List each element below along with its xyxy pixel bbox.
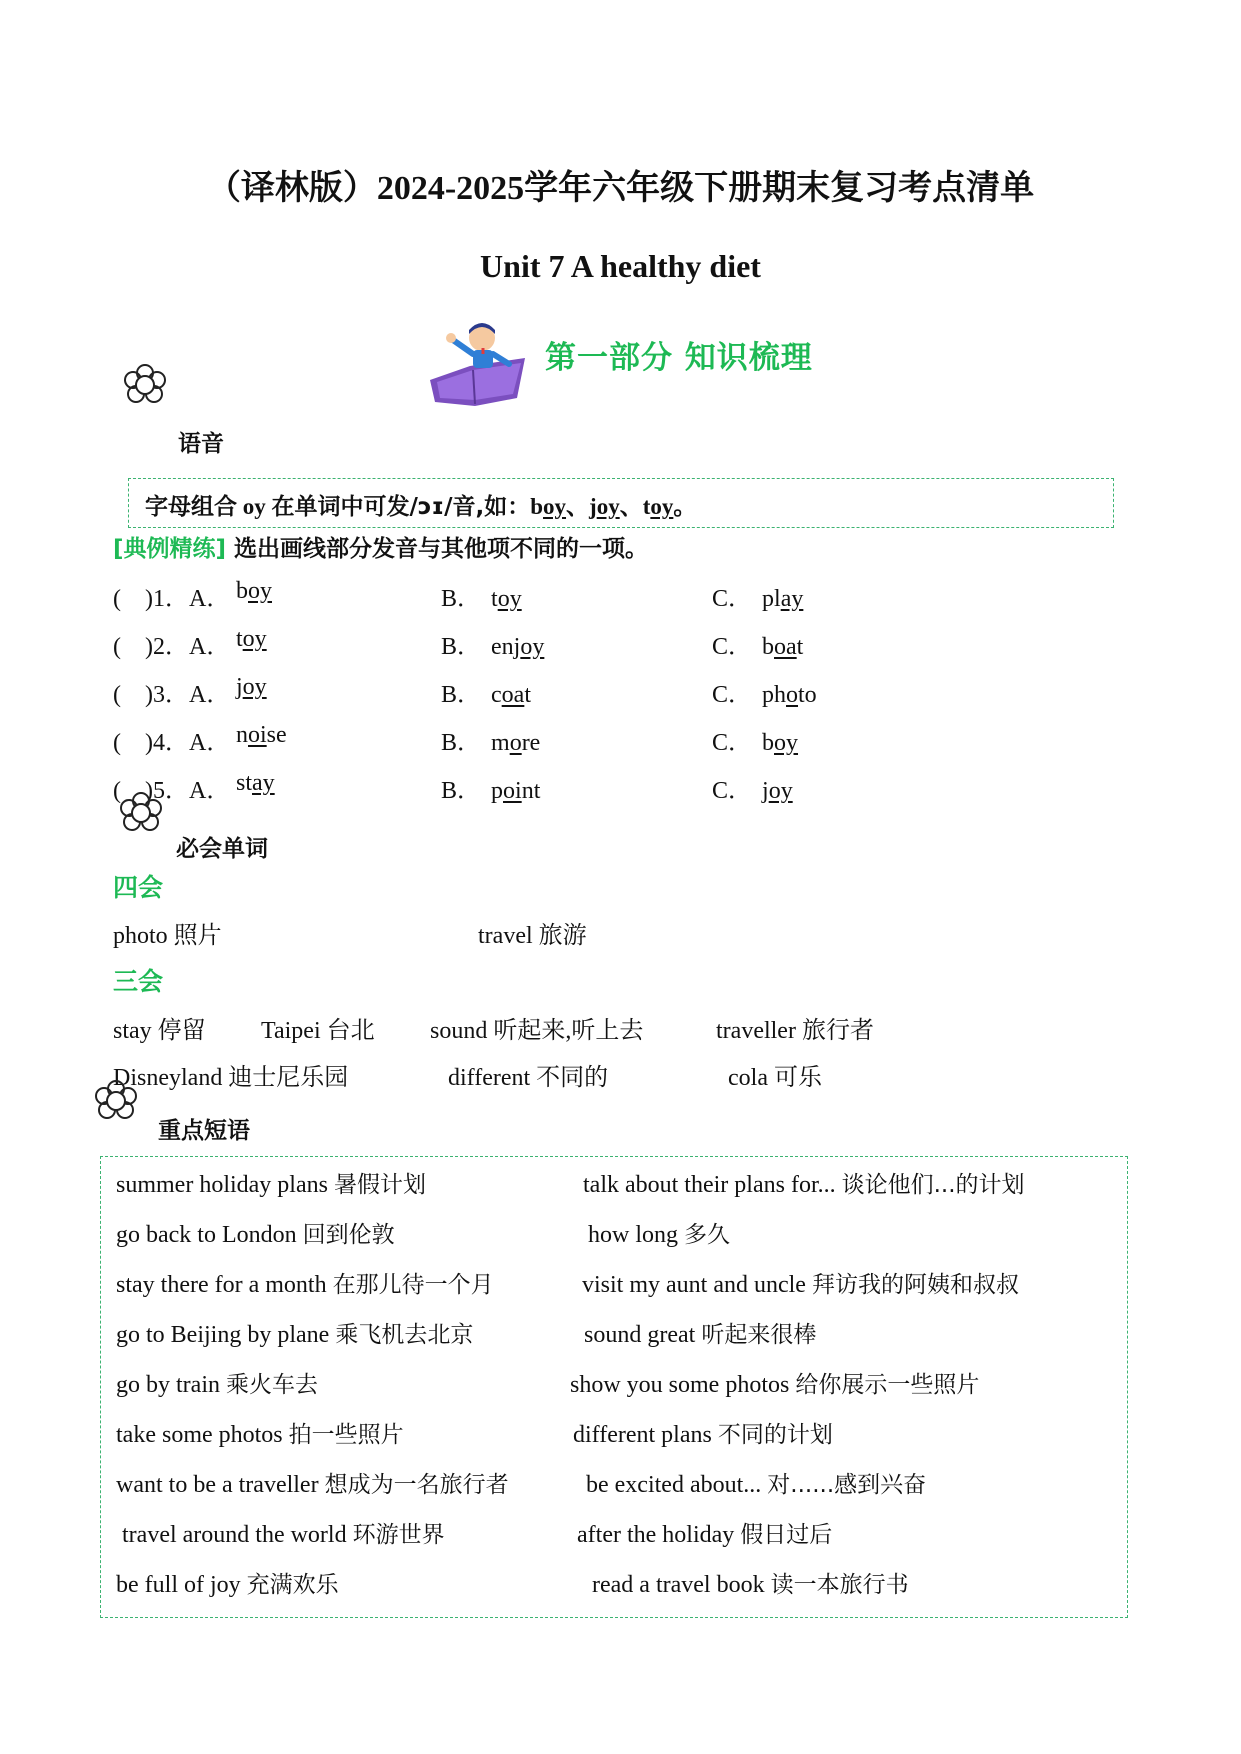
question-number: ( )5．A． <box>113 778 231 804</box>
four-skill-label: 四会 <box>113 873 164 902</box>
phrase-item: go back to London 回到伦敦 <box>116 1222 395 1248</box>
exercise-instruction: 选出画线部分发音与其他项不同的一项。 <box>234 536 649 562</box>
option-c: C． photo <box>712 682 817 708</box>
part-heading: 第一部分 知识梳理 <box>545 340 813 376</box>
option-c: C． play <box>712 586 804 612</box>
phrase-item: sound great 听起来很棒 <box>584 1322 817 1348</box>
question-number: ( )1．A． <box>113 586 231 612</box>
phrase-item: go by train 乘火车去 <box>116 1372 318 1398</box>
phrase-item: be full of joy 充满欢乐 <box>116 1572 339 1598</box>
vocab-word: different 不同的 <box>448 1065 609 1091</box>
phrase-item: summer holiday plans 暑假计划 <box>116 1172 426 1198</box>
vocab-word: traveller 旅行者 <box>716 1018 874 1044</box>
option-b: B． point <box>441 778 541 804</box>
option-b: B． coat <box>441 682 531 708</box>
exercise-heading <box>113 530 648 563</box>
phrase-item: show you some photos 给你展示一些照片 <box>570 1372 980 1398</box>
vocab-word: Taipei 台北 <box>261 1018 375 1044</box>
option-a: noise <box>236 722 287 748</box>
option-b: B． more <box>441 730 541 756</box>
option-a: joy <box>236 674 267 700</box>
option-a: toy <box>236 626 267 652</box>
option-a: boy <box>236 578 272 604</box>
flower-icon <box>92 1078 140 1126</box>
phrase-item: want to be a traveller 想成为一名旅行者 <box>116 1472 509 1498</box>
vocab-word: travel 旅游 <box>478 923 587 949</box>
flower-icon <box>121 362 169 410</box>
option-c: C． joy <box>712 778 793 804</box>
section-words-label: 必会单词 <box>176 836 268 862</box>
option-c: C． boy <box>712 730 799 756</box>
vocab-word: stay 停留 <box>113 1018 206 1044</box>
option-c: C． boat <box>712 634 804 660</box>
section-phonics-label: 语音 <box>178 431 224 457</box>
flower-icon <box>117 790 165 838</box>
three-skill-label: 三会 <box>113 967 164 996</box>
phrase-item: take some photos 拍一些照片 <box>116 1422 404 1448</box>
vocab-word: sound 听起来,听上去 <box>430 1018 644 1044</box>
phrase-item: stay there for a month 在那儿待一个月 <box>116 1272 494 1298</box>
phrase-item: go to Beijing by plane 乘飞机去北京 <box>116 1322 474 1348</box>
section-phrases-label: 重点短语 <box>158 1118 250 1144</box>
phrase-item: talk about their plans for... 谈论他们...的计划 <box>583 1172 1025 1198</box>
boy-on-book-icon <box>425 318 530 410</box>
question-number: ( )4．A． <box>113 730 231 756</box>
exercise-tag: [典例精练] <box>113 536 227 562</box>
phrase-item: how long 多久 <box>588 1222 730 1248</box>
phonics-rule: 字母组合 oy 在单词中可发/ɔɪ/音,如：boy、joy、toy。 <box>145 494 697 520</box>
unit-title: Unit 7 A healthy diet <box>480 248 761 284</box>
vocab-word: cola 可乐 <box>728 1065 822 1091</box>
option-a: stay <box>236 770 275 796</box>
phrase-item: travel around the world 环游世界 <box>122 1522 445 1548</box>
vocab-word: photo 照片 <box>113 923 222 949</box>
phrase-item: different plans 不同的计划 <box>573 1422 833 1448</box>
phrase-item: after the holiday 假日过后 <box>577 1522 833 1548</box>
option-b: B． toy <box>441 586 522 612</box>
question-number: ( )3．A． <box>113 682 231 708</box>
option-b: B． enjoy <box>441 634 545 660</box>
page-title: （译林版）2024-2025学年六年级下册期末复习考点清单 <box>206 170 1035 207</box>
phrase-item: be excited about... 对......感到兴奋 <box>586 1472 927 1498</box>
question-number: ( )2．A． <box>113 634 231 660</box>
vocab-word: Disneyland 迪士尼乐园 <box>113 1065 349 1091</box>
phrase-item: read a travel book 读一本旅行书 <box>592 1572 909 1598</box>
phrase-item: visit my aunt and uncle 拜访我的阿姨和叔叔 <box>582 1272 1019 1298</box>
